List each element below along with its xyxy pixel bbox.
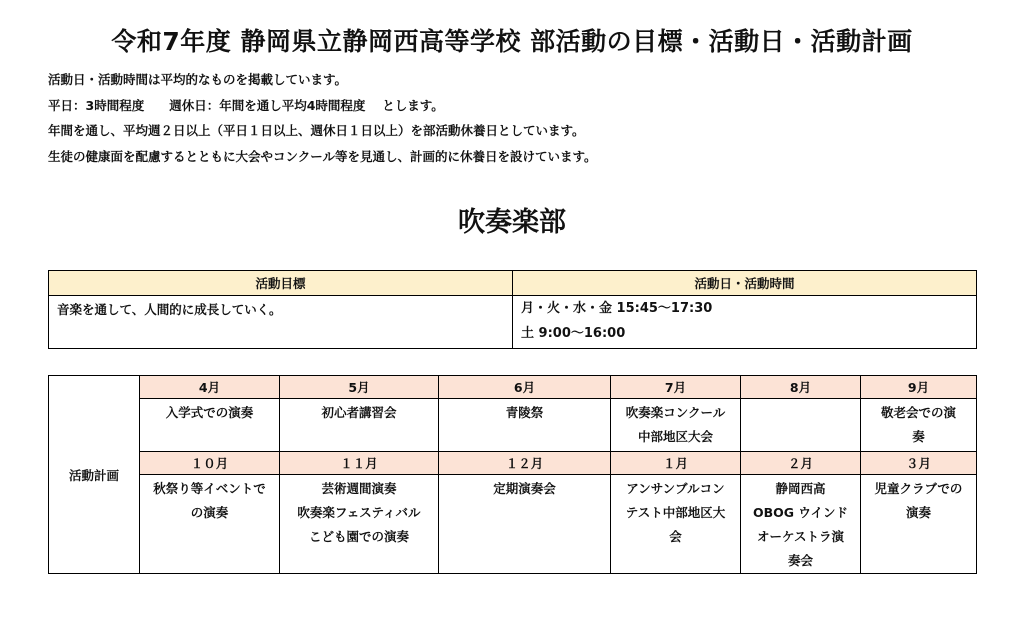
- goal-cell: [49, 296, 513, 349]
- month-header: １月: [611, 452, 741, 475]
- event-line: 定期演奏会: [493, 481, 556, 496]
- event-cell: [140, 399, 280, 452]
- month-header: １０月: [140, 452, 280, 475]
- event-cell: [280, 475, 439, 574]
- event-line: 秋祭り等イベントで: [153, 481, 266, 496]
- event-cell: [611, 399, 741, 452]
- month-header: 6月: [439, 376, 611, 399]
- month-header: 4月: [140, 376, 280, 399]
- event-cell: [861, 399, 977, 452]
- event-line: 吹奏楽フェスティバル: [297, 505, 421, 520]
- goals-table: [48, 270, 977, 349]
- goal-header: 活動目標: [49, 271, 513, 296]
- activity-plan-table: [48, 375, 977, 574]
- intro-line: 年間を通し、平均週２日以上（平日１日以上、週休日１日以上）を部活動休養日としています。: [48, 123, 585, 138]
- goal-text: 音楽を通して、人間的に成長していく。: [57, 302, 282, 317]
- club-name: 吹奏楽部: [458, 207, 566, 238]
- event-line: の演奏: [190, 505, 229, 520]
- event-cell: [140, 475, 280, 574]
- month-header: 9月: [861, 376, 977, 399]
- event-line: 中部地区大会: [637, 429, 713, 444]
- month-header: ２月: [741, 452, 861, 475]
- event-line: オーケストラ演: [756, 529, 844, 544]
- intro-line: 平日：3時間程度 週休日：年間を通し平均4時間程度 とします。: [48, 97, 444, 113]
- event-cell: [280, 399, 439, 452]
- event-cell: [439, 399, 611, 452]
- schedule-header: 活動日・活動時間: [513, 271, 977, 296]
- event-line: 芸術週間演奏: [321, 481, 397, 496]
- month-header: ３月: [861, 452, 977, 475]
- plan-label: 活動計画: [49, 376, 140, 574]
- intro-notes: [48, 72, 597, 174]
- month-header: 8月: [741, 376, 861, 399]
- event-line: 奏会: [787, 553, 813, 568]
- event-line: 吹奏楽コンクール: [625, 405, 726, 420]
- event-line: 敬老会での演: [880, 405, 956, 420]
- event-line: OBOG ウインド: [752, 505, 849, 520]
- event-line: 奏: [912, 429, 925, 444]
- month-header: １１月: [280, 452, 439, 475]
- event-line: 静岡西高: [775, 481, 826, 496]
- event-cell: [439, 475, 611, 574]
- page-title: 令和7年度 静岡県立静岡西高等学校 部活動の目標・活動日・活動計画: [111, 27, 913, 56]
- event-line: アンサンブルコン: [626, 481, 725, 496]
- event-line: 初心者講習会: [321, 405, 397, 420]
- event-cell: [741, 475, 861, 574]
- month-header: １２月: [439, 452, 611, 475]
- schedule-line: 土 9:00～16:00: [521, 326, 626, 341]
- schedule-cell: [513, 296, 977, 349]
- event-cell: [611, 475, 741, 574]
- event-line: 演奏: [905, 505, 931, 520]
- intro-line: 活動日・活動時間は平均的なものを掲載しています。: [48, 72, 348, 87]
- event-line: 会: [669, 529, 682, 544]
- month-header: 5月: [280, 376, 439, 399]
- event-line: 青陵祭: [505, 405, 544, 420]
- event-cell-empty: [741, 399, 861, 452]
- schedule-line: 月・火・水・金 15:45～17:30: [521, 301, 713, 316]
- month-header: 7月: [611, 376, 741, 399]
- event-line: こども園での演奏: [308, 529, 409, 544]
- intro-line: 生徒の健康面を配慮するとともに大会やコンクール等を見通し、計画的に休養日を設けています。: [48, 148, 597, 164]
- event-line: 入学式での演奏: [165, 405, 254, 420]
- event-line: テスト中部地区大: [625, 505, 726, 520]
- event-line: 児童クラブでの: [874, 481, 963, 496]
- event-cell: [861, 475, 977, 574]
